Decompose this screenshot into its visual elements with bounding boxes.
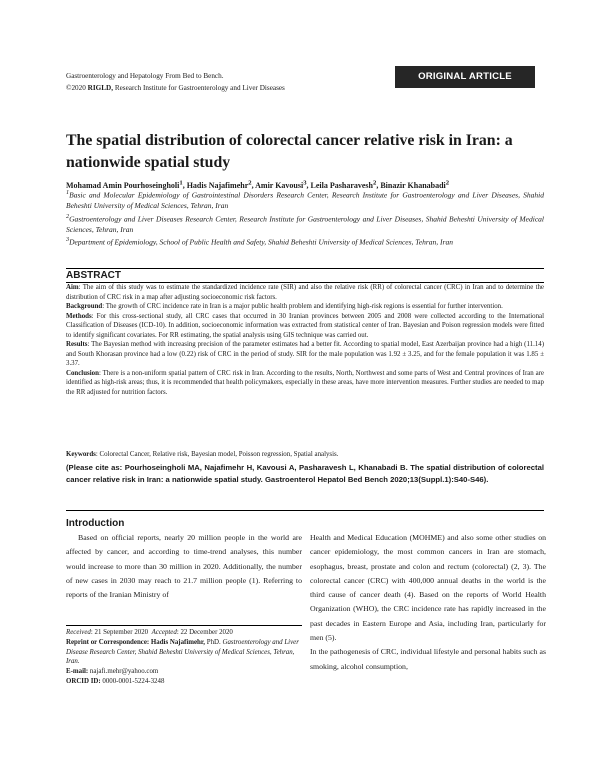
abstract-body (66, 283, 544, 397)
correspondence-footnote (66, 628, 302, 687)
orcid: ORCID ID: 0000-0001-5224-3248 (66, 677, 165, 685)
author: Mohamad Amin Pourhoseingholi$^1$, (66, 179, 187, 190)
dates: Received: 21 September 2020 Accepted: 22 December 2020 (66, 629, 233, 636)
email: E-mail: najafi.mehr@yahoo.com (66, 668, 159, 676)
abstract-background: Background: The growth of CRC incidence rate in Iran is a major public health problem and identifying high-risk regions is essential for further intervention. (66, 303, 503, 310)
section-divider (66, 510, 544, 511)
introduction-heading: Introduction (66, 518, 125, 529)
affiliation: $^2$Gastroenterology and Liver Diseases Research Center, Research Institute for Gastroenterology and Liver Diseases, Shahid Beheshti University of Medical Sciences, Tehran, Iran (66, 212, 544, 234)
abstract-aim: Aim: The aim of this study was to estimate the standardized incidence rate (SIR) and also the relative risk (RR) of colorectal cancer (CRC) in Iran and to determine the distribution of CRC risk in a map after adjusting socioeconomic risk factors. (66, 284, 544, 301)
author: Amir Kavousi$^3$, (255, 179, 311, 190)
abstract-results: Results: The Bayesian method with increasing precision of the parameter estimates had a better fit. According to spatial model, East Azerbaijan province had a high (11.14) and South Khorasan province had a low (0.22) risk of CRC in the period of study. SIR for the male population was 1.92 ± 3.25, and for the female population it was 1.85 ± 3.37. (66, 341, 544, 367)
journal-header (66, 70, 386, 94)
journal-line2: ©2020 RIGLD, Research Institute for Gastroenterology and Liver Diseases (66, 84, 285, 92)
keywords: Keywords: Colorectal Cancer, Relative risk, Bayesian model, Poisson regression, Spatial analysis. (66, 451, 339, 458)
affiliation: $^3$Department of Epidemiology, School of Public Health and Safety, Shahid Beheshti University of Medical Sciences, Tehran, Iran (66, 236, 453, 247)
intro-left-column (66, 531, 302, 602)
abstract-methods: Methods: For this cross-sectional study, all CRC cases that occurred in 30 Iranian provinces between 2005 and 2008 were collected according to the International Classification of Diseases (ICD-10). In addition, socioeconomic information was extracted from statistical center of Iran. Bayesian and Poison regression models were fitted to identify significant covariates. For RR estimating, the spatial analysis using GIS technique was carried out. (66, 312, 544, 339)
intro-paragraph: Based on official reports, nearly 20 million people in the world are affected by cancer, and according to time-trend analyses, this number would increase to more than 30 million in 2020. Additionally, the number of new cases in 2030 may reach to 21.7 million people (1). Referring to reports of the Iranian Ministry of (66, 533, 302, 600)
journal-line1: Gastroenterology and Hepatology From Bed to Bench. (66, 72, 224, 80)
citation: (Please cite as: Pourhoseingholi MA, Najafimehr H, Kavousi A, Pasharavesh L, Khanabadi B. The spatial distribution of colorectal cancer relative risk in Iran: a nationwide spatial study. Gastroenterol Hepatol Bed Bench 2020;13(Suppl.1):S40-S46). (66, 463, 544, 484)
author: Binazir Khanabadi$^2$ (380, 179, 450, 190)
abstract-heading: ABSTRACT (66, 268, 544, 283)
footnote-divider (66, 625, 302, 626)
intro-paragraph: Health and Medical Education (MOHME) and also some other studies on cancer epidemiology, the most common cancers in Iran are stomach, esophagus, breast, prostate and colon and rectum (colorectal) (2, 3). The colorectal cancer (CRC) with 400,000 annual deaths in the world is the third cause of cancer death (4). Based on the reports of World Health Organization (WHO), the CRC incidence rate has rapidly increased in the past decades in Eastern Europe and Asia, including Iran, particularly for men (5). (310, 533, 546, 643)
affiliations (66, 188, 544, 248)
author: Leila Pasharavesh$^2$, (310, 179, 381, 190)
intro-paragraph: In the pathogenesis of CRC, individual lifestyle and personal habits such as smoking, alcohol consumption, (310, 647, 546, 671)
reprint: Reprint or Correspondence: Hadis Najafimehr, PhD. Gastroenterology and Liver Disease Research Center, Shahid Beheshti University of Medical Sciences, Tehran, Iran. (66, 638, 299, 666)
intro-right-column (310, 531, 546, 674)
article-type-badge: ORIGINAL ARTICLE (395, 66, 535, 88)
affiliation: $^1$Basic and Molecular Epidemiology of Gastrointestinal Disorders Research Center, Research Institute for Gastroenterology and Liver Diseases, Shahid Beheshti University of Medical Sciences, Tehran, Iran (66, 189, 544, 211)
article-title: The spatial distribution of colorectal cancer relative risk in Iran: a nationwide spatial study (66, 132, 513, 171)
abstract-conclusion: Conclusion: There is a non-uniform spatial pattern of CRC risk in Iran. According to the results, North, Northwest and some parts of West and Central provinces of Iran are identified as high-risk areas; thus, it is recommended that health policymakers, especially in these areas, have more intervention measures. Further studies are needed to map the RR adjusted for nutrition factors. (66, 369, 544, 396)
author: Hadis Najafimehr$^2$, (186, 179, 256, 190)
